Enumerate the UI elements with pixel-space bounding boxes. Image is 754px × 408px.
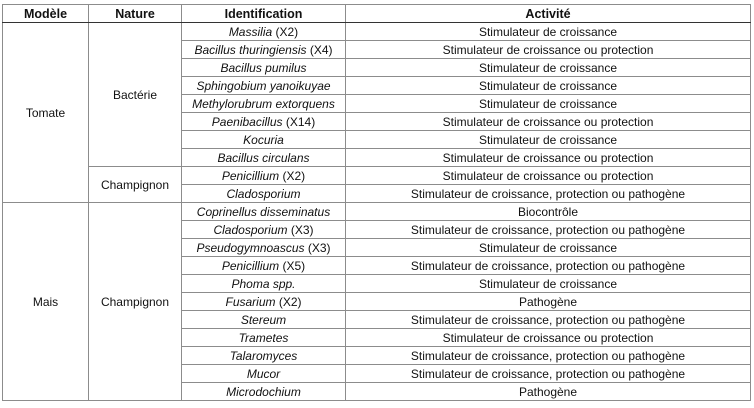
modele-cell: Tomate bbox=[3, 23, 89, 203]
table-body bbox=[3, 23, 751, 401]
organism-name: Coprinellus disseminatus bbox=[196, 204, 331, 219]
identification-cell bbox=[182, 95, 346, 113]
activite-cell: Stimulateur de croissance bbox=[346, 23, 751, 41]
activite-cell: Stimulateur de croissance bbox=[346, 275, 751, 293]
activite-cell: Stimulateur de croissance, protection ou pathogène bbox=[346, 185, 751, 203]
identification-cell bbox=[182, 167, 346, 185]
isolate-count: (X2) bbox=[279, 168, 306, 183]
identification-cell bbox=[182, 59, 346, 77]
organism-name: Methylorubrum extorquens bbox=[192, 96, 335, 111]
isolate-count: (X2) bbox=[272, 24, 299, 39]
activite-cell: Pathogène bbox=[346, 293, 751, 311]
activite-cell: Stimulateur de croissance bbox=[346, 131, 751, 149]
activite-cell: Pathogène bbox=[346, 383, 751, 401]
organism-name: Trametes bbox=[238, 330, 289, 345]
activite-cell: Biocontrôle bbox=[346, 203, 751, 221]
microorganism-table bbox=[2, 4, 751, 401]
organism-name: Paenibacillus bbox=[211, 114, 283, 129]
isolate-count: (X3) bbox=[287, 222, 314, 237]
isolate-count: (X4) bbox=[306, 42, 333, 57]
identification-cell bbox=[182, 275, 346, 293]
identification-cell bbox=[182, 329, 346, 347]
identification-cell bbox=[182, 185, 346, 203]
identification-cell bbox=[182, 221, 346, 239]
organism-name: Pseudogymnoascus bbox=[196, 240, 305, 255]
activite-cell: Stimulateur de croissance bbox=[346, 77, 751, 95]
activite-cell: Stimulateur de croissance, protection ou pathogène bbox=[346, 311, 751, 329]
organism-name: Cladosporium bbox=[213, 222, 288, 237]
activite-cell: Stimulateur de croissance bbox=[346, 59, 751, 77]
activite-cell: Stimulateur de croissance bbox=[346, 95, 751, 113]
identification-cell bbox=[182, 365, 346, 383]
table-row bbox=[3, 23, 751, 41]
header-identification: Identification bbox=[182, 5, 346, 23]
organism-name: Bacillus pumilus bbox=[220, 60, 307, 75]
nature-cell: Bactérie bbox=[89, 23, 182, 167]
isolate-count: (X3) bbox=[304, 240, 331, 255]
table-row bbox=[3, 167, 751, 185]
activite-cell: Stimulateur de croissance, protection ou pathogène bbox=[346, 221, 751, 239]
identification-cell bbox=[182, 149, 346, 167]
organism-name: Stereum bbox=[240, 312, 287, 327]
activite-cell: Stimulateur de croissance ou protection bbox=[346, 41, 751, 59]
identification-cell bbox=[182, 203, 346, 221]
organism-name: Cladosporium bbox=[226, 186, 301, 201]
identification-cell bbox=[182, 77, 346, 95]
activite-cell: Stimulateur de croissance ou protection bbox=[346, 113, 751, 131]
organism-name: Sphingobium yanoikuyae bbox=[196, 78, 331, 93]
activite-cell: Stimulateur de croissance ou protection bbox=[346, 167, 751, 185]
header-modele: Modèle bbox=[3, 5, 89, 23]
organism-name: Talaromyces bbox=[229, 348, 298, 363]
identification-cell bbox=[182, 131, 346, 149]
organism-name: Penicillium bbox=[221, 168, 280, 183]
organism-name: Phoma spp. bbox=[231, 276, 296, 291]
activite-cell: Stimulateur de croissance, protection ou pathogène bbox=[346, 347, 751, 365]
isolate-count: (X2) bbox=[275, 294, 302, 309]
modele-cell: Mais bbox=[3, 203, 89, 401]
organism-name: Fusarium bbox=[225, 294, 276, 309]
header-activite: Activité bbox=[346, 5, 751, 23]
identification-cell bbox=[182, 239, 346, 257]
identification-cell bbox=[182, 347, 346, 365]
identification-cell bbox=[182, 311, 346, 329]
organism-name: Kocuria bbox=[243, 132, 284, 147]
activite-cell: Stimulateur de croissance, protection ou pathogène bbox=[346, 365, 751, 383]
organism-name: Bacillus circulans bbox=[217, 150, 310, 165]
organism-name: Microdochium bbox=[226, 384, 301, 399]
activite-cell: Stimulateur de croissance ou protection bbox=[346, 329, 751, 347]
isolate-count: (X14) bbox=[282, 114, 316, 129]
identification-cell bbox=[182, 113, 346, 131]
organism-name: Penicillium bbox=[221, 258, 280, 273]
nature-cell: Champignon bbox=[89, 167, 182, 203]
activite-cell: Stimulateur de croissance ou protection bbox=[346, 149, 751, 167]
organism-name: Massilia bbox=[228, 24, 273, 39]
nature-cell: Champignon bbox=[89, 203, 182, 401]
identification-cell bbox=[182, 293, 346, 311]
identification-cell bbox=[182, 41, 346, 59]
organism-name: Bacillus thuringiensis bbox=[194, 42, 307, 57]
identification-cell bbox=[182, 383, 346, 401]
table-header-row bbox=[3, 5, 751, 23]
isolate-count: (X5) bbox=[279, 258, 306, 273]
header-nature: Nature bbox=[89, 5, 182, 23]
identification-cell bbox=[182, 23, 346, 41]
table-row bbox=[3, 203, 751, 221]
identification-cell bbox=[182, 257, 346, 275]
organism-name: Mucor bbox=[246, 366, 281, 381]
activite-cell: Stimulateur de croissance bbox=[346, 239, 751, 257]
activite-cell: Stimulateur de croissance, protection ou pathogène bbox=[346, 257, 751, 275]
